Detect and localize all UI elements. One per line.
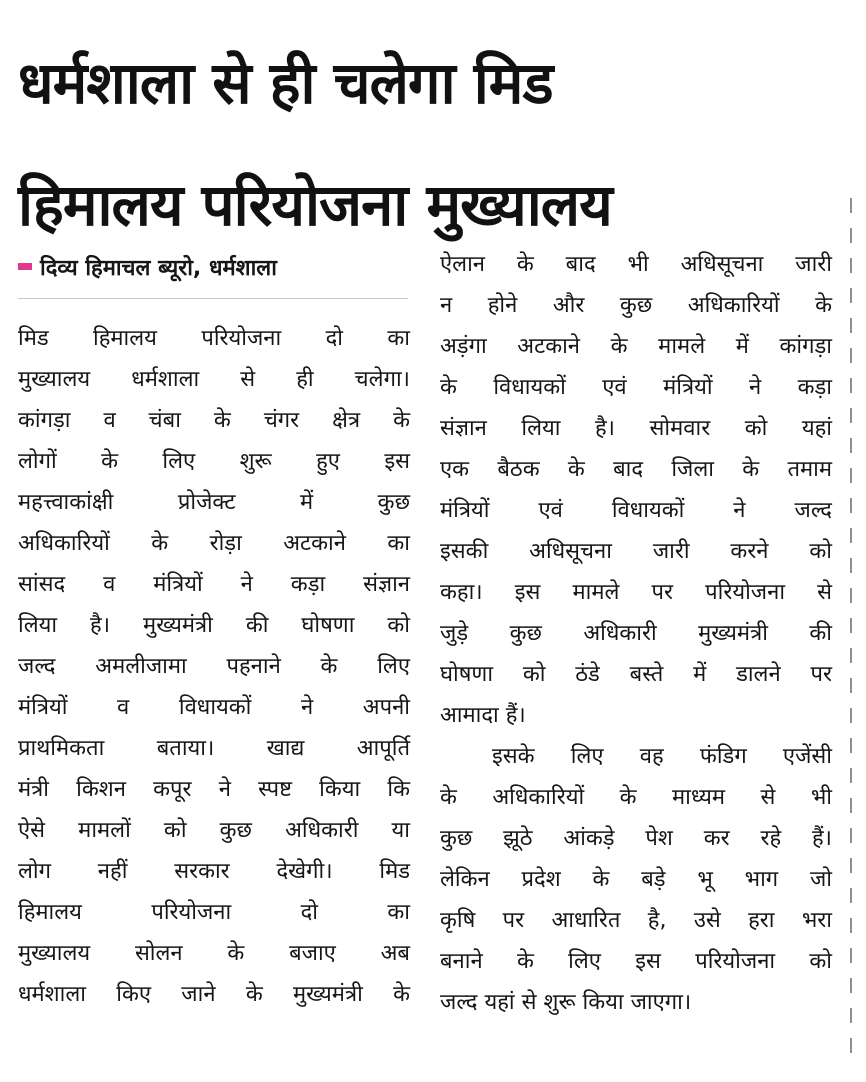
text-line: अधिकारियों के रोड़ा अटकाने का [18,531,410,556]
text-line: कुछ झूठे आंकड़े पेश कर रहे हैं। [440,826,832,851]
headline-line-1: धर्मशाला से ही चलेगा मिड [18,49,553,117]
headline-line-2: हिमालय परियोजना मुख्यालय [18,171,612,239]
byline-divider [18,298,408,299]
text-line: ऐलान के बाद भी अधिसूचना जारी [440,252,832,277]
text-line: मुख्यालय धर्मशाला से ही चलेगा। [18,367,410,392]
text-line: मंत्रियों व विधायकों ने अपनी [18,695,410,720]
text-line: धर्मशाला किए जाने के मुख्यमंत्री के [18,982,410,1007]
text-line: जुड़े कुछ अधिकारी मुख्यमंत्री की [440,621,832,646]
text-line: इसकी अधिसूचना जारी करने को [440,539,832,564]
text-line: लोगों के लिए शुरू हुए इस [18,449,410,474]
paragraph-end-line: आमादा हैं। [440,703,526,728]
paragraph-end-line: जल्द यहां से शुरू किया जाएगा। [440,990,692,1015]
text-line: ऐसे मामलों को कुछ अधिकारी या [18,818,410,843]
text-line: हिमालय परियोजना दो का [18,900,410,925]
text-line: प्राथमिकता बताया। खाद्य आपूर्ति [18,736,410,761]
paragraph-start-line: इसके लिए वह फंडिग एजेंसी [492,744,832,769]
text-line: लोग नहीं सरकार देखेगी। मिड [18,859,410,884]
text-line: कांगड़ा व चंबा के चंगर क्षेत्र के [18,408,410,433]
text-line: लिया है। मुख्यमंत्री की घोषणा को [18,613,410,638]
byline-bullet-icon [18,263,32,270]
text-line: कृषि पर आधारित है, उसे हरा भरा [440,908,832,933]
text-line: के अधिकारियों के माध्यम से भी [440,785,832,810]
byline-text: दिव्य हिमाचल ब्यूरो, धर्मशाला [40,256,277,281]
text-line: जल्द अमलीजामा पहनाने के लिए [18,654,410,679]
article-column-left [18,318,410,1015]
article-column-right [440,244,832,1023]
text-line: मंत्री किशन कपूर ने स्पष्ट किया कि [18,777,410,802]
text-line: न होने और कुछ अधिकारियों के [440,293,832,318]
text-line: घोषणा को ठंडे बस्ते में डालने पर [440,662,832,687]
text-line: बनाने के लिए इस परियोजना को [440,949,832,974]
text-line: संज्ञान लिया है। सोमवार को यहां [440,416,832,441]
text-line: महत्त्वाकांक्षी प्रोजेक्ट में कुछ [18,490,410,515]
byline [18,254,408,284]
headline [18,22,838,266]
text-line: के विधायकों एवं मंत्रियों ने कड़ा [440,375,832,400]
text-line: मुख्यालय सोलन के बजाए अब [18,941,410,966]
text-line: सांसद व मंत्रियों ने कड़ा संज्ञान [18,572,410,597]
text-line: एक बैठक के बाद जिला के तमाम [440,457,832,482]
adjacent-column-edge [850,198,852,1058]
text-line: अड़ंगा अटकाने के मामले में कांगड़ा [440,334,832,359]
text-line: मंत्रियों एवं विधायकों ने जल्द [440,498,832,523]
text-line: कहा। इस मामले पर परियोजना से [440,580,832,605]
text-line: लेकिन प्रदेश के बड़े भू भाग जो [440,867,832,892]
text-line: मिड हिमालय परियोजना दो का [18,326,410,351]
